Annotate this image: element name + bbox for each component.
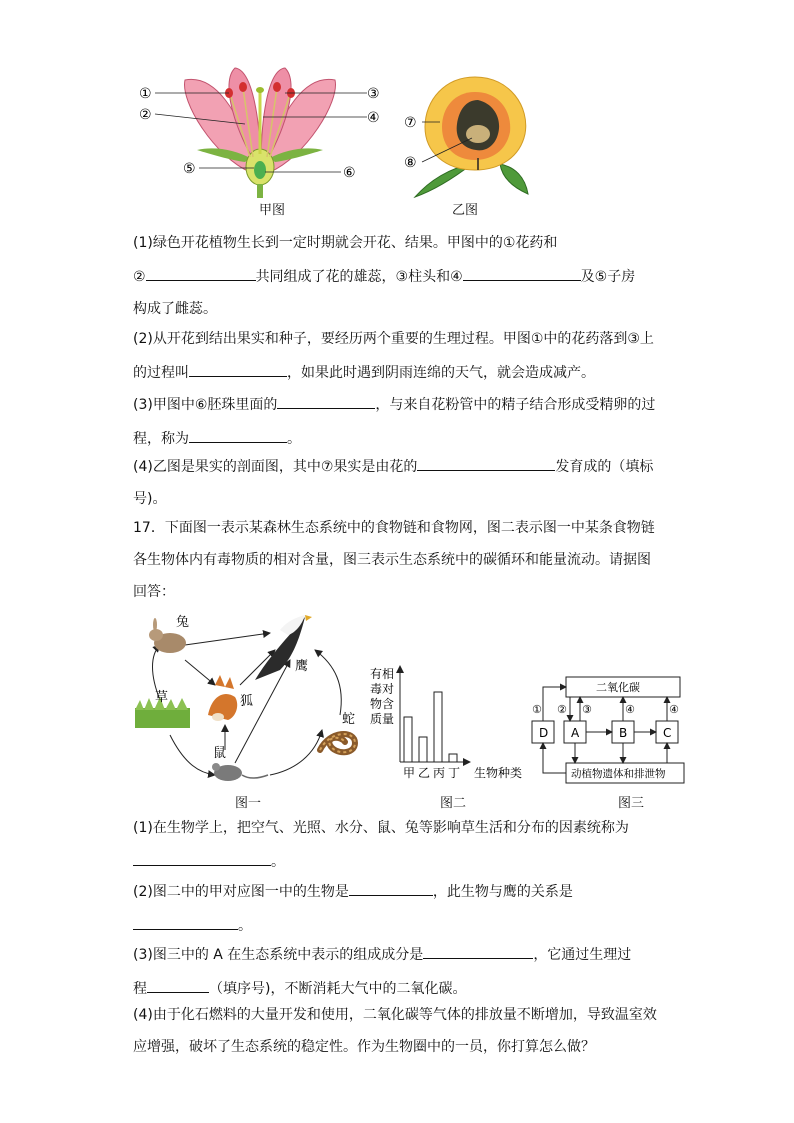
q17-part1: (1)在生物学上，把空气、光照、水分、鼠、兔等影响草生活和分布的因素统称为 。 <box>133 820 629 870</box>
box-B: B <box>619 726 628 740</box>
flower-diagram <box>135 62 385 200</box>
waste-label: 动植物遗体和排泄物 <box>571 768 666 780</box>
fig2-caption: 图二 <box>440 796 467 811</box>
q17-part4: (4)由于化石燃料的大量开发和使用，二氧化碳等气体的排放量不断增加，导致温室效 应增强，破坏了生态系统的稳定性。作为生物圈中的一员，你打算怎么做？ <box>133 1007 657 1055</box>
fruit-label-8: ⑧ <box>404 155 417 171</box>
arrow-label-2: ② <box>557 703 567 716</box>
category-label-1: 乙 <box>418 766 431 780</box>
flower-label-6: ⑥ <box>343 165 356 181</box>
bar-2 <box>434 692 442 762</box>
flower-label-2: ② <box>139 107 152 123</box>
q16-part1: (1)绿色开花植物生长到一定时期就会开花、结果。甲图中的①花药和 ② 共同组成了花的雄蕊，③柱头和④ 及⑤子房 构成了雌蕊。 <box>133 235 636 317</box>
label-rabbit: 兔 <box>176 615 190 630</box>
flower-label-3: ③ <box>367 86 380 102</box>
q16-part3: (3)甲图中⑥胚珠里面的 ，与来自花粉管中的精子结合形成受精卵的过 程，称为 。 <box>133 393 663 450</box>
arrow-label-3: ③ <box>582 703 592 716</box>
q16-part4: (4)乙图是果实的剖面图，其中⑦果实是由花的 发育成的（填标 号)。 <box>133 455 663 510</box>
q17-intro: 17．下面图一表示某森林生态系统中的食物链和食物网，图二表示图一中某条食物链 各生物体内有毒物质的相对含量，图三表示生态系统中的碳循环和能量流动。请据图 回答： <box>133 520 655 600</box>
arrow-label-4b: ④ <box>669 703 679 716</box>
box-A: A <box>571 726 580 740</box>
food-web-diagram <box>130 605 375 805</box>
category-label-0: 甲 <box>403 766 416 780</box>
label-grass: 草 <box>155 690 169 705</box>
category-label-2: 丙 <box>433 766 446 780</box>
category-label-3: 丁 <box>448 766 461 780</box>
co2-label: 二氧化碳 <box>596 681 640 694</box>
ylabel-line-4: 质量 <box>370 712 395 726</box>
ylabel-line-3: 物含 <box>370 697 395 711</box>
flower-label-5: ⑤ <box>183 161 196 177</box>
bar-1 <box>419 737 427 762</box>
fig3-caption: 图三 <box>618 796 645 811</box>
label-fox: 狐 <box>240 694 254 709</box>
toxin-bar-chart <box>368 662 528 787</box>
ylabel-line-2: 毒对 <box>370 682 395 696</box>
fruit-caption: 乙图 <box>452 203 479 218</box>
xlabel: 生物种类 <box>474 766 523 780</box>
flower-caption: 甲图 <box>259 203 286 218</box>
carbon-cycle-diagram <box>528 675 690 787</box>
box-C: C <box>663 726 672 740</box>
arrow-label-4a: ④ <box>625 703 635 716</box>
fruit-label-7: ⑦ <box>404 115 417 131</box>
flower-label-1: ① <box>139 86 152 102</box>
bar-3 <box>449 754 457 762</box>
q16-part2: (2)从开花到结出果实和种子，要经历两个重要的生理过程。甲图①中的花药落到③上 的过程叫 ，如果此时遇到阴雨连绵的天气，就会造成减产。 <box>133 331 654 381</box>
fruit-diagram <box>400 72 540 200</box>
ylabel-line-1: 有相 <box>370 667 395 681</box>
arrow-label-1: ① <box>532 703 542 716</box>
label-snake: 蛇 <box>342 712 356 727</box>
q17-part2: (2)图二中的甲对应图一中的生物是 ，此生物与鹰的关系是 。 <box>133 880 663 937</box>
box-D: D <box>539 726 549 740</box>
flower-label-4: ④ <box>367 110 380 126</box>
fig1-caption: 图一 <box>235 796 262 811</box>
bar-0 <box>404 717 412 762</box>
label-eagle: 鹰 <box>295 659 309 674</box>
q17-part3: (3)图三中的 A 在生态系统中表示的组成成分是 ，它通过生理过 程 （填序号)，不断消耗大气中的二氧化碳。 <box>133 943 663 1000</box>
label-mouse: 鼠 <box>213 746 227 761</box>
